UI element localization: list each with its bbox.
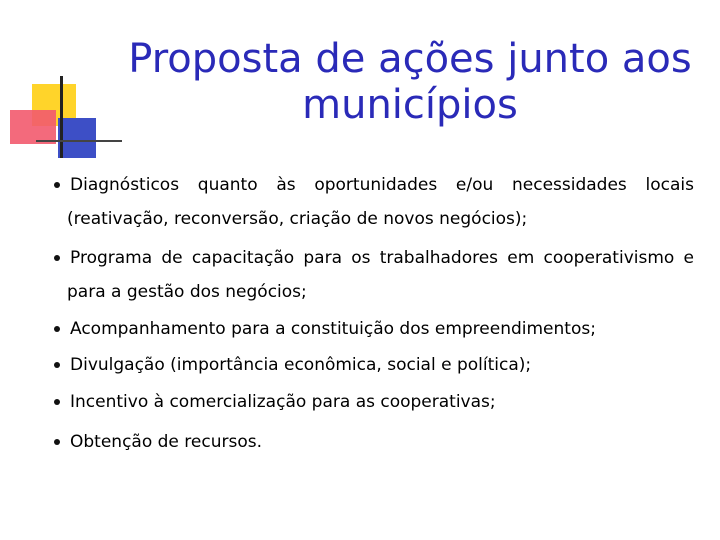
bullet-dot <box>54 182 60 188</box>
bullet-text: Incentivo à comercialização para as cooperativas; <box>70 392 496 412</box>
bullet-text: Acompanhamento para a constituição dos empreendimentos; <box>70 319 596 339</box>
bullet-item-incentivo <box>54 385 694 419</box>
bullet-dot <box>54 326 60 332</box>
bullet-dot <box>54 362 60 368</box>
bullet-dot <box>54 255 60 261</box>
slide-title: Proposta de ações junto aos municípios <box>128 36 692 128</box>
bullet-item-diagnosticos <box>54 168 694 236</box>
bullet-text-line1: Programa de capacitação para os trabalhadores em cooperativismo e <box>70 248 694 268</box>
bullet-item-obtencao <box>54 425 694 459</box>
bullet-item-programa <box>54 241 694 309</box>
bullet-text-line1: Diagnósticos quanto às oportunidades e/ou necessidades locais <box>70 175 694 195</box>
bullet-text: Divulgação (importância econômica, social e política); <box>70 355 532 375</box>
bullet-dot <box>54 399 60 405</box>
bullet-text-line2: para a gestão dos negócios; <box>67 282 307 302</box>
bullet-item-divulgacao <box>54 348 694 382</box>
bullet-item-acompanhamento <box>54 312 694 346</box>
bullet-text: Obtenção de recursos. <box>70 432 262 452</box>
bullet-dot <box>54 439 60 445</box>
bullet-text-line2: (reativação, reconversão, criação de novos negócios); <box>67 209 528 229</box>
